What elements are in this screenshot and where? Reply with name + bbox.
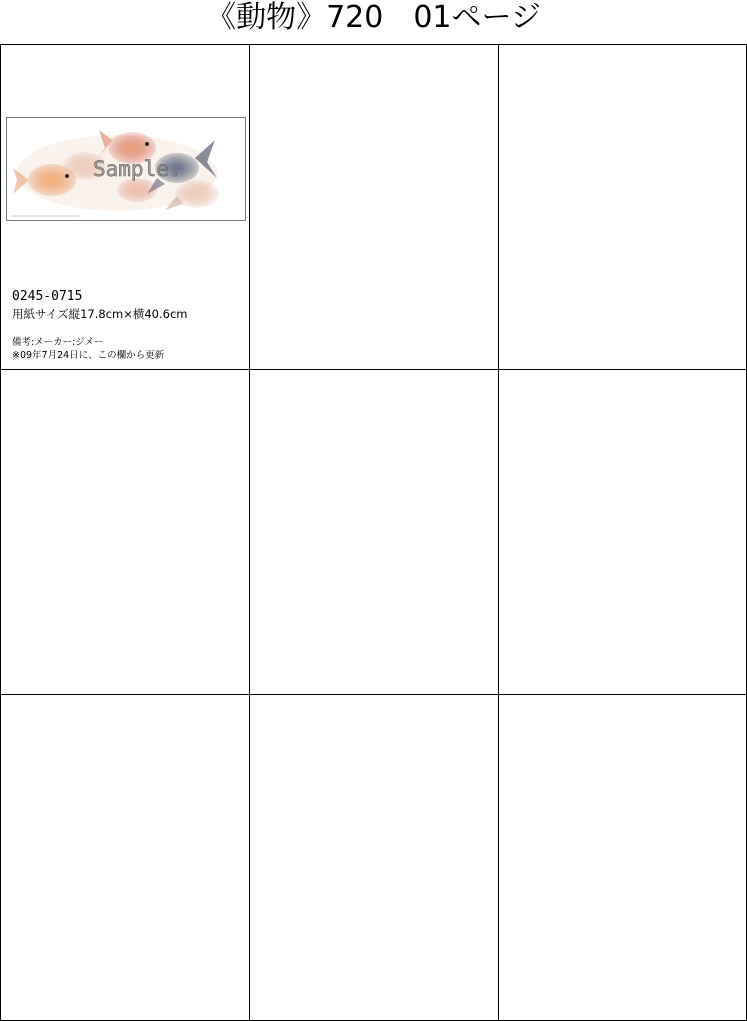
goldfish-artwork [7,118,245,220]
product-code: 0245-0715 [12,289,83,304]
catalog-cell-1[interactable] [1,45,250,370]
catalog-cell-5 [250,370,499,695]
catalog-cell-2 [250,45,499,370]
catalog-cell-7 [1,695,250,1021]
sample-watermark: Sample. [93,157,182,181]
catalog-cell-8 [250,695,499,1021]
remarks-line-2: ※09年7月24日に、この欄から更新 [12,350,165,361]
catalog-cell-3 [499,45,747,370]
remarks-line-1: 備考:メーカー:ジメー [12,337,104,348]
page-title: 《動物》720 01ページ [206,0,541,35]
catalog-cell-6 [499,370,747,695]
catalog-cell-9 [499,695,747,1021]
product-thumbnail[interactable] [6,117,246,221]
catalog-cell-4 [1,370,250,695]
catalog-grid [0,44,747,1021]
paper-size: 用紙サイズ縦17.8cm×横40.6cm [12,307,188,321]
